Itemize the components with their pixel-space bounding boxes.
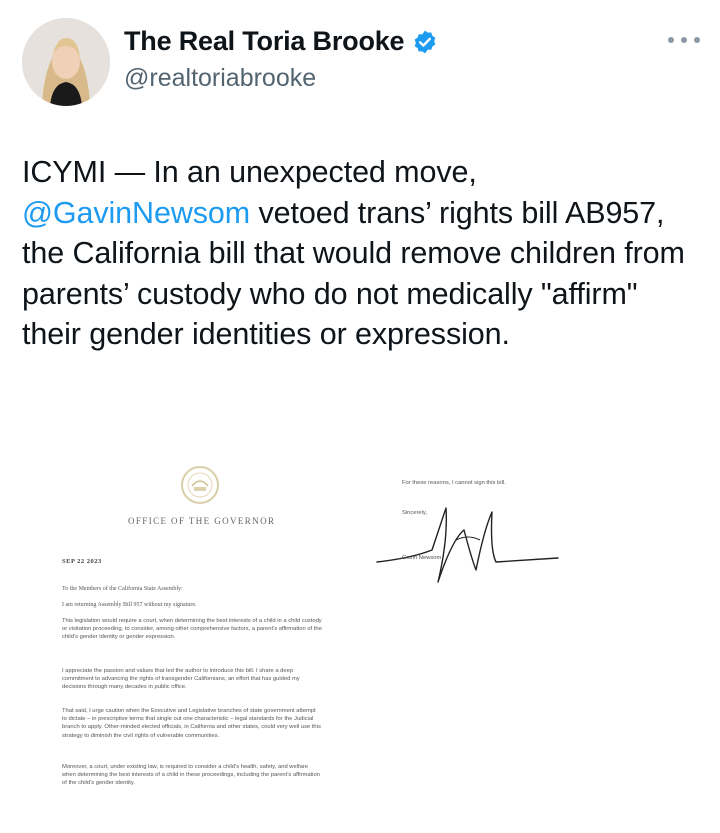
state-seal-icon (170, 460, 230, 510)
mention-link[interactable]: @GavinNewsom (22, 195, 251, 230)
handwritten-signature (372, 500, 562, 590)
author-name-row (124, 26, 438, 57)
letter-return-line: I am returning Assembly Bill 957 without my signature. (62, 602, 197, 608)
veto-letter-image[interactable] (22, 450, 700, 820)
more-options-icon[interactable] (668, 30, 700, 50)
letter-paragraph: This legislation would require a court, when determining the best interests of a child in a child custody or visitation proceeding, to consider, among other comprehensive factors, a parent’s affirmation of the child’s gender identity or gender expression. (62, 618, 322, 641)
letter-paragraph: I appreciate the passion and values that led the author to introduce this bill. I share a deep commitment to advancing the rights of transgender Californians, an effort that has guided my decisions through many decades in public office. (62, 668, 300, 691)
letterhead-office: OFFICE OF THE GOVERNOR (128, 516, 276, 526)
letter-signer-name: Gavin Newsom (402, 555, 442, 561)
tweet-text-intro: ICYMI — In an unexpected move, (22, 155, 477, 189)
letter-salutation: To the Members of the California State Assembly: (62, 586, 183, 592)
letter-closing-reason: For these reasons, I cannot sign this bill. (402, 480, 506, 486)
letter-date: SEP 22 2023 (62, 558, 102, 565)
verified-badge-icon (412, 29, 438, 55)
tweet-text (22, 152, 702, 355)
letter-sincerely: Sincerely, (402, 510, 428, 516)
letter-paragraph: That said, I urge caution when the Executive and Legislative branches of state government attempt to dictate – in prescriptive terms that single out one characteristic – legal standards for the Judicial branch to apply. Other-minded elected officials, in California and other states, could very well use this strategy to diminish the civil rights of vulnerable communities. (62, 708, 321, 739)
tweet-text-body: vetoed trans’ rights bill AB957, the California bill that would remove children from parents’ custody who do not medically "affirm" their gender identities or expression. (22, 195, 685, 351)
author-display-name[interactable]: The Real Toria Brooke (124, 26, 405, 56)
letter-paragraph: Moreover, a court, under existing law, is required to consider a child’s health, safety, and welfare when determining the best interests of a child in these proceedings, including the parent’s affirmation of the child’s gender identity. (62, 764, 320, 787)
avatar[interactable] (22, 18, 110, 106)
author-handle[interactable]: @realtoriabrooke (124, 64, 317, 92)
